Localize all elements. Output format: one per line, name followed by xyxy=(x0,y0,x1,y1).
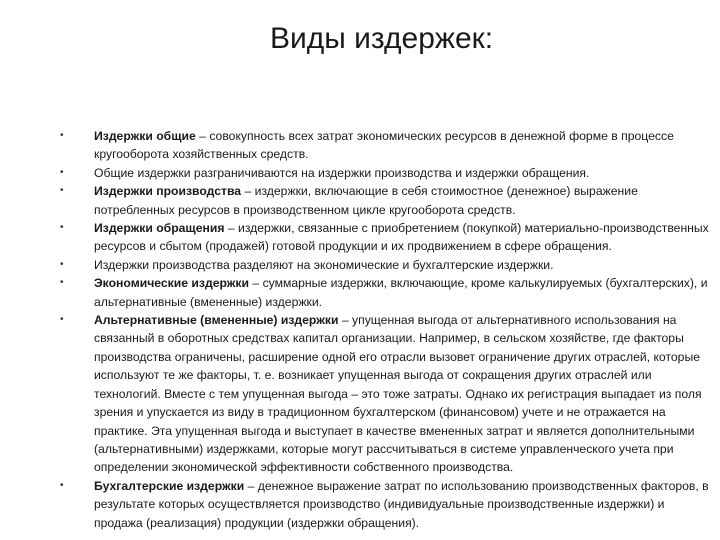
bullet-text: – совокупность всех затрат экономических ресурсов в денежной форме в процессе кругооборота хозяйственных средств. xyxy=(94,129,674,162)
bullet-item-circulation-costs xyxy=(60,219,710,256)
bullet-icon: • xyxy=(60,130,64,141)
bullet-text: Общие издержки разграничиваются на издержки производства и издержки обращения. xyxy=(94,165,590,180)
slide-title: Виды издержек: xyxy=(270,22,494,55)
bullet-text: – упущенная выгода от альтернативного использования на связанный в оборотных средствах капитал организации. Например, в сельском хозяйстве, где факторы производства ограничены, расширение одной его отрасли вызовет ограничение других отраслей, которые используют те же факторы, т. е. возникает упущенная выгода от сокращения других отраслей или технологий. Вместе с тем упущенная выгода – это тоже затраты. Однако их регистрация выпадает из поля зрения и упускается из виду в традиционном бухгалтерском (финансовом) учете и не отражается на практике. Эта упущенная выгода и выступает в качестве вмененных затрат и является дополнительными (альтернативными) издержками, которые могут рассчитываться в системе управленческого учета при определении экономической эффективности собственного производства. xyxy=(94,313,702,475)
bullet-icon: • xyxy=(60,314,64,326)
bullet-text: Издержки производства разделяют на экономические и бухгалтерские издержки. xyxy=(94,257,554,272)
bullet-item-opportunity-costs xyxy=(60,311,710,477)
bullet-icon: • xyxy=(60,479,64,491)
bullet-icon: • xyxy=(60,166,64,178)
bullet-term: Альтернативные (вмененные) издержки xyxy=(94,313,339,328)
bullet-icon: • xyxy=(60,258,64,270)
bullet-text: – издержки, связанные с приобретением (покупкой) материально-производственных ресурсов и сбытом (продажей) готовой продукции и их продвижением в сфере обращения. xyxy=(94,221,709,254)
bullet-text: – суммарные издержки, включающие, кроме калькулируемых (бухгалтерских), и альтернативные (вмененные) издержки. xyxy=(94,276,708,309)
bullet-item-economic-costs xyxy=(60,274,710,311)
bullet-term: Издержки обращения xyxy=(94,221,225,236)
bullet-icon: • xyxy=(60,222,64,234)
bullet-item-total-costs xyxy=(60,127,710,164)
bullet-item-production-costs xyxy=(60,182,710,219)
bullet-icon: • xyxy=(60,277,64,289)
bullet-icon: • xyxy=(60,185,64,197)
bullet-item-production-division xyxy=(60,256,710,274)
bullet-text: – издержки, включающие в себя стоимостное (денежное) выражение потребленных ресурсов в производственном цикле кругооборота средств. xyxy=(94,184,638,217)
bullet-item-accounting-costs xyxy=(60,477,710,532)
bullet-term: Бухгалтерские издержки xyxy=(94,478,245,493)
bullet-term: Издержки общие xyxy=(94,129,196,143)
bullet-list xyxy=(60,127,710,532)
bullet-term: Экономические издержки xyxy=(94,276,250,291)
bullet-term: Издержки производства xyxy=(94,184,242,199)
bullet-text: – денежное выражение затрат по использованию производственных факторов, в результате которых осуществляется производство (индивидуальные производственные издержки) и продажа (реализация) продукции (издержки обращения). xyxy=(94,478,709,530)
bullet-item-cost-division xyxy=(60,164,710,182)
